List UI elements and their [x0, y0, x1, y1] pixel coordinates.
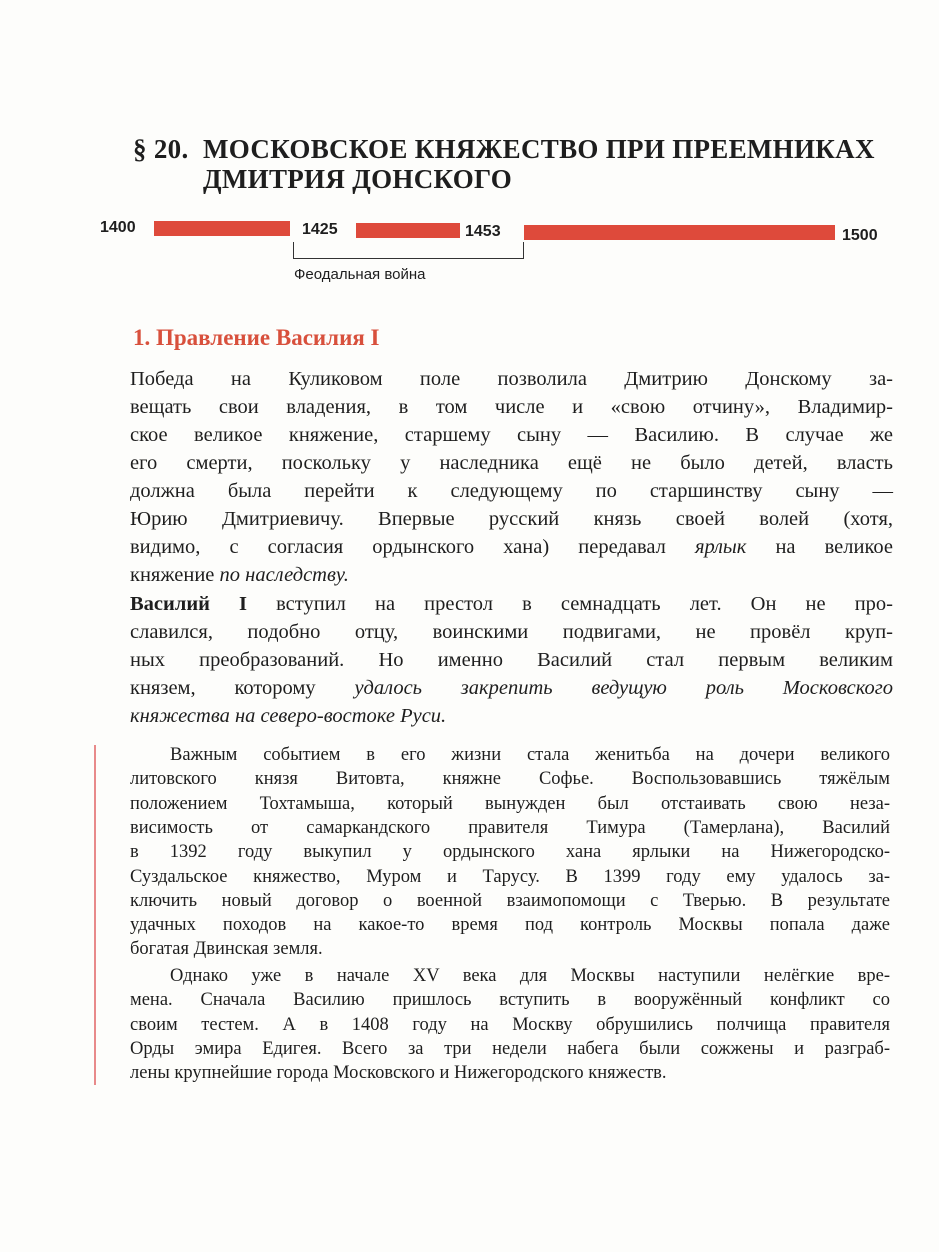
paragraph-line: [130, 620, 893, 644]
text-span: видимо, с согласия ордынского хана) передавал: [130, 536, 695, 558]
supplementary-line: богатая Двинская земля.: [130, 939, 323, 960]
paragraph-line: [130, 479, 893, 503]
page-title-line-1: МОСКОВСКОЕ КНЯЖЕСТВО ПРИ ПРЕЕМНИКАХ: [203, 134, 875, 164]
timeline-bar: [356, 223, 460, 238]
supplementary-line: положением Тохтамыша, который вынужден был отстаивать свою неза-: [130, 793, 890, 814]
text-span: Юрию Дмитриевичу. Впервые русский князь своей волей (хотя,: [130, 508, 893, 530]
supplementary-line: литовского князя Витовта, княжне Софье. Воспользовавшись тяжёлым: [130, 769, 890, 790]
sidebar-rule: [94, 745, 96, 1085]
text-span: княжение: [130, 564, 220, 586]
paragraph-line: [130, 507, 893, 531]
supplementary-line: мена. Сначала Василию пришлось вступить в вооружённый конфликт со: [130, 990, 890, 1011]
supplementary-line: удачных походов на какое-то время под контроль Москвы попала даже: [130, 915, 890, 936]
supplementary-line: своим тестем. А в 1408 году на Москву обрушились полчища правителя: [130, 1014, 890, 1035]
paragraph-line: [130, 451, 893, 475]
paragraph-line: [130, 676, 893, 700]
text-span: ское великое княжение, старшему сыну — Василию. В случае же: [130, 424, 893, 446]
text-span: княжества на северо-востоке Руси.: [130, 705, 447, 727]
page-title-line-2: ДМИТРИЯ ДОНСКОГО: [203, 164, 513, 194]
text-span: на великое: [746, 536, 893, 558]
text-span: удалось закрепить ведущую роль Московского: [354, 677, 894, 699]
text-span: Василий I: [130, 593, 248, 615]
text-span: ярлык: [694, 536, 747, 558]
timeline-bar: [154, 221, 290, 236]
supplementary-line: лены крупнейшие города Московского и Нижегородского княжеств.: [130, 1063, 667, 1084]
paragraph-line: [130, 563, 893, 587]
paragraph-line: [130, 648, 893, 672]
text-span: Победа на Куликовом поле позволила Дмитрию Донскому за-: [130, 368, 893, 390]
text-span: должна была перейти к следующему по старшинству сыну —: [130, 480, 893, 502]
text-span: вступил на престол в семнадцать лет. Он не про-: [247, 593, 893, 615]
text-span: по наследству.: [219, 564, 349, 586]
supplementary-line: Орды эмира Едигея. Всего за три недели набега были сожжены и разграб-: [130, 1038, 890, 1059]
paragraph-line: [130, 367, 893, 391]
text-span: славился, подобно отцу, воинскими подвигами, не провёл круп-: [130, 621, 893, 643]
paragraph-line: [130, 395, 893, 419]
supplementary-line: Суздальское княжество, Муром и Тарусу. В 1399 году ему удалось за-: [130, 866, 890, 887]
supplementary-line: Важным событием в его жизни стала женитьба на дочери великого: [170, 745, 890, 765]
supplementary-line: висимость от самаркандского правителя Тимура (Тамерлана), Василий: [130, 817, 890, 838]
paragraph-line: [130, 592, 893, 616]
paragraph-line: [130, 423, 893, 447]
text-span: его смерти, поскольку у наследника ещё не было детей, власть: [130, 452, 893, 474]
supplementary-line: в 1392 году выкупил у ордынского хана ярлыки на Нижегородско-: [130, 842, 890, 863]
section-heading: 1. Правление Василия I: [133, 325, 380, 350]
text-span: князем, которому: [130, 677, 355, 699]
timeline-year-1500: 1500: [842, 227, 878, 244]
paragraph-line: [130, 704, 893, 728]
supplementary-line: ключить новый договор о военной взаимопомощи с Тверью. В результате: [130, 890, 890, 911]
timeline-bar: [524, 225, 835, 240]
paragraph-line: [130, 535, 893, 559]
timeline-year-1425: 1425: [302, 221, 338, 238]
feudal-war-bracket: [293, 242, 524, 259]
timeline-year-1453: 1453: [465, 223, 501, 240]
supplementary-line: Однако уже в начале XV века для Москвы наступили нелёгкие вре-: [170, 966, 890, 986]
feudal-war-caption: Феодальная война: [294, 266, 426, 283]
text-span: ных преобразований. Но именно Василий стал первым великим: [130, 649, 893, 671]
text-span: вещать свои владения, в том числе и «свою отчину», Владимир-: [130, 396, 893, 418]
section-number: § 20.: [133, 134, 189, 164]
timeline-year-1400: 1400: [100, 219, 136, 236]
